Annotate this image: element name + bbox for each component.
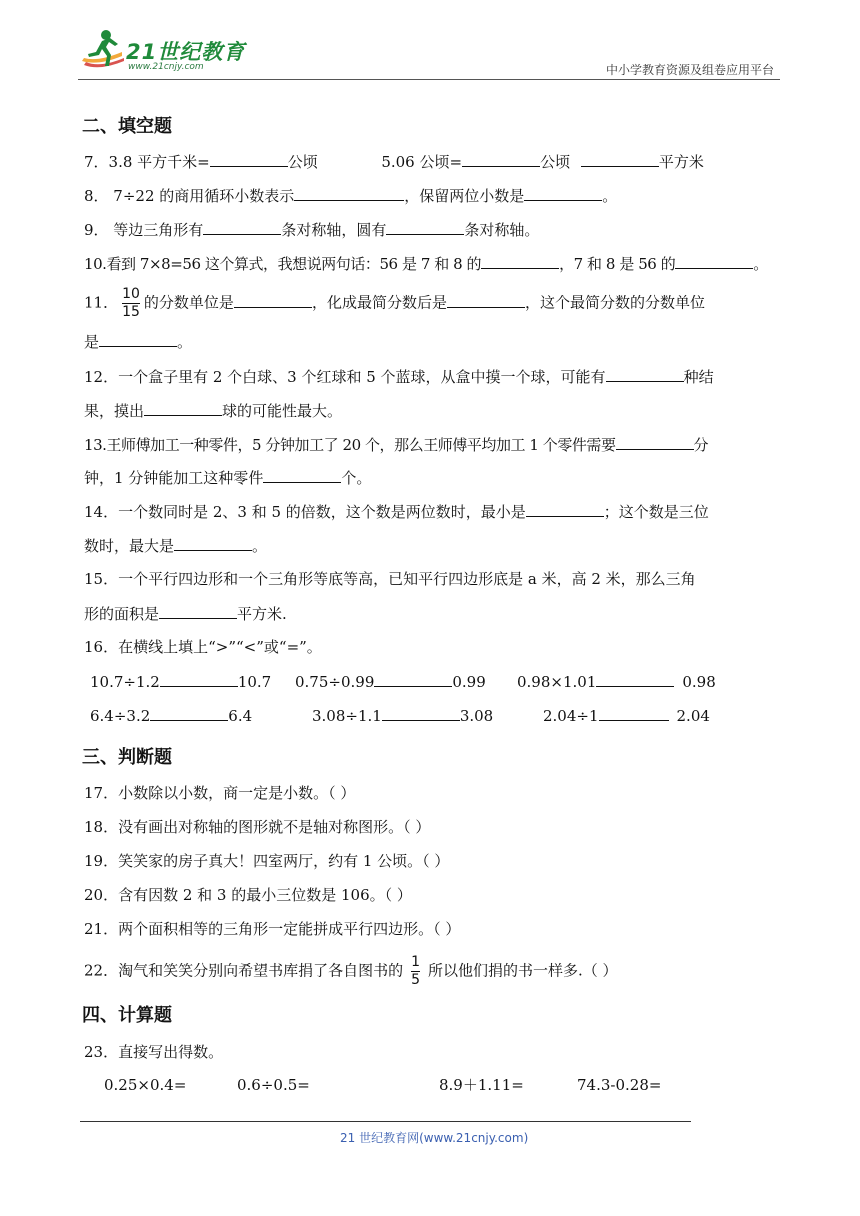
q13-text: 个。 (341, 469, 372, 487)
fraction-denominator: 5 (411, 972, 421, 988)
question-15-cont (84, 603, 287, 624)
q13-text: 钟，1 分钟能加工这种零件 (84, 469, 264, 487)
compare-blank[interactable] (599, 705, 669, 721)
compare-right: 10.7 (237, 673, 272, 691)
q11-number: 11． (84, 293, 119, 312)
q13-text: 13.王师傅加工一种零件，5 分钟加工了 20 个，那么王师傅平均加工 1 个零件需要 (84, 436, 616, 454)
q8-text: 。 (602, 187, 618, 205)
q9-text: 9． 等边三角形有 (84, 221, 204, 239)
section-title-fill: 二、填空题 (82, 116, 172, 137)
platform-title: 中小学教育资源及组卷应用平台 (605, 63, 774, 77)
logo-text: 21世纪教育 (126, 40, 246, 64)
answer-blank[interactable] (99, 331, 177, 347)
q7-text: 公顷 (540, 153, 571, 171)
answer-blank[interactable] (447, 292, 525, 308)
fraction-numerator: 10 (122, 286, 140, 302)
logo-url: www.21cnjy.com (128, 62, 204, 72)
q7-text: 5.06 公顷= (381, 153, 463, 171)
q16-row-1b (295, 671, 486, 692)
fraction-denominator: 15 (122, 304, 140, 320)
question-8 (84, 185, 617, 206)
answer-blank[interactable] (159, 603, 237, 619)
q15-text: 形的面积是 (84, 605, 160, 623)
footer-divider (80, 1121, 691, 1122)
q14-text: 数时，最大是 (84, 537, 175, 555)
question-11 (84, 287, 705, 320)
compare-blank[interactable] (382, 705, 460, 721)
question-15 (84, 569, 696, 589)
q7-text: 7．3.8 平方千米= (84, 153, 210, 171)
compare-left: 0.98×1.01 (517, 673, 597, 691)
section-title-calc: 四、计算题 (82, 1005, 172, 1026)
answer-blank[interactable] (174, 535, 252, 551)
question-17: 17．小数除以小数，商一定是小数。（ ） (84, 784, 356, 802)
q22-text: 22．淘气和笑笑分别向希望书库捐了各自图书的 (84, 961, 404, 980)
question-9 (84, 219, 539, 240)
q14-text: 14．一个数同时是 2、3 和 5 的倍数，这个数是两位数时，最小是 (84, 503, 526, 521)
q12-text: 种结 (683, 368, 714, 386)
q8-text: ，保留两位小数是 (404, 187, 525, 205)
q12-text: 12．一个盒子里有 2 个白球、3 个红球和 5 个蓝球，从盒中摸一个球，可能有 (84, 368, 606, 386)
question-18: 18．没有画出对称轴的图形就不是轴对称图形。（ ） (84, 818, 431, 836)
answer-blank[interactable] (616, 434, 694, 450)
compare-left: 6.4÷3.2 (90, 707, 151, 725)
compare-blank[interactable] (150, 705, 228, 721)
question-10 (84, 253, 768, 274)
q9-text: 条对称轴，圆有 (281, 221, 387, 239)
answer-blank[interactable] (675, 253, 753, 269)
answer-blank[interactable] (203, 219, 281, 235)
answer-blank[interactable] (462, 151, 540, 167)
compare-blank[interactable] (596, 671, 674, 687)
q12-text: 果，摸出 (84, 402, 145, 420)
q16-text: 16．在横线上填上“>”“<”或“=”。 (84, 638, 322, 656)
q15-text: 平方米. (237, 605, 287, 623)
question-23: 23．直接写出得数。 (84, 1043, 224, 1061)
compare-left: 10.7÷1.2 (90, 673, 160, 691)
q14-text: ；这个数是三位 (603, 503, 709, 521)
fraction-10-15 (122, 287, 140, 320)
question-11-cont (84, 331, 192, 352)
question-12-cont (84, 400, 342, 421)
compare-left: 2.04÷1 (543, 707, 599, 725)
question-21: 21．两个面积相等的三角形一定能拼成平行四边形。（ ） (84, 920, 461, 938)
question-14 (84, 501, 709, 522)
answer-blank[interactable] (386, 219, 464, 235)
question-22 (84, 955, 618, 988)
q7-text: 公顷 (287, 153, 318, 171)
calc-item: 74.3-0.28= (577, 1076, 662, 1094)
q7-text: 平方米 (658, 153, 704, 171)
compare-left: 3.08÷1.1 (312, 707, 382, 725)
answer-blank[interactable] (524, 185, 602, 201)
answer-blank[interactable] (294, 185, 404, 201)
q13-text: 分 (693, 436, 709, 454)
q11-text: ，化成最简分数后是 (311, 293, 447, 312)
compare-right: 0.99 (452, 673, 486, 691)
answer-blank[interactable] (481, 253, 559, 269)
question-13 (84, 434, 708, 455)
answer-blank[interactable] (234, 292, 312, 308)
q11-text: 的分数单位是 (143, 293, 234, 312)
answer-blank[interactable] (263, 467, 341, 483)
q14-text: 。 (252, 537, 268, 555)
q16-row-1c (517, 671, 716, 692)
q12-text: 球的可能性最大。 (222, 402, 343, 420)
q11-text: 是 (84, 333, 100, 351)
compare-blank[interactable] (160, 671, 238, 687)
calc-item: 0.6÷0.5= (237, 1076, 310, 1094)
compare-blank[interactable] (374, 671, 452, 687)
q10-text: 。 (753, 255, 768, 273)
answer-blank[interactable] (144, 400, 222, 416)
q11-text: 。 (177, 333, 193, 351)
q11-text: ，这个最简分数的分数单位 (524, 293, 705, 312)
question-14-cont (84, 535, 267, 556)
answer-blank[interactable] (606, 366, 684, 382)
q16-row-1 (90, 671, 271, 692)
compare-right: 3.08 (459, 707, 494, 725)
question-13-cont (84, 467, 371, 488)
q15-text: 15．一个平行四边形和一个三角形等底等高，已知平行四边形底是 a 米，高 2 米，那么三角 (84, 570, 696, 588)
compare-left: 0.75÷0.99 (295, 673, 375, 691)
answer-blank[interactable] (526, 501, 604, 517)
calc-item: 0.25×0.4= (104, 1076, 187, 1094)
compare-right: 6.4 (228, 707, 253, 725)
footer-link[interactable]: 21 世纪教育网(www.21cnjy.com) (340, 1131, 529, 1145)
answer-blank[interactable] (581, 151, 659, 167)
q10-text: 10.看到 7×8=56 这个算式，我想说两句话：56 是 7 和 8 的 (84, 255, 482, 273)
compare-right: 2.04 (676, 707, 710, 725)
q16-row-2 (90, 705, 252, 726)
question-12 (84, 366, 714, 387)
answer-blank[interactable] (210, 151, 288, 167)
q22-text: 所以他们捐的书一样多.（ ） (428, 961, 618, 980)
q16-row-2c (543, 705, 710, 726)
question-7 (84, 151, 704, 172)
q10-text: ，7 和 8 是 56 的 (559, 255, 676, 273)
question-20: 20．含有因数 2 和 3 的最小三位数是 106。（ ） (84, 886, 412, 904)
header-divider (78, 79, 780, 80)
q9-text: 条对称轴。 (464, 221, 540, 239)
question-16 (84, 637, 322, 657)
fraction-numerator: 1 (411, 954, 421, 970)
question-19: 19．笑笑家的房子真大！四室两厅，约有 1 公顷。（ ） (84, 852, 450, 870)
compare-right: 0.98 (682, 673, 716, 691)
runner-logo-icon (78, 28, 126, 74)
section-title-judge: 三、判断题 (82, 747, 172, 768)
q8-text: 8． 7÷22 的商用循环小数表示 (84, 187, 295, 205)
calc-item: 8.9＋1.11= (439, 1076, 524, 1094)
q16-row-2b (312, 705, 493, 726)
fraction-1-5 (411, 955, 420, 988)
